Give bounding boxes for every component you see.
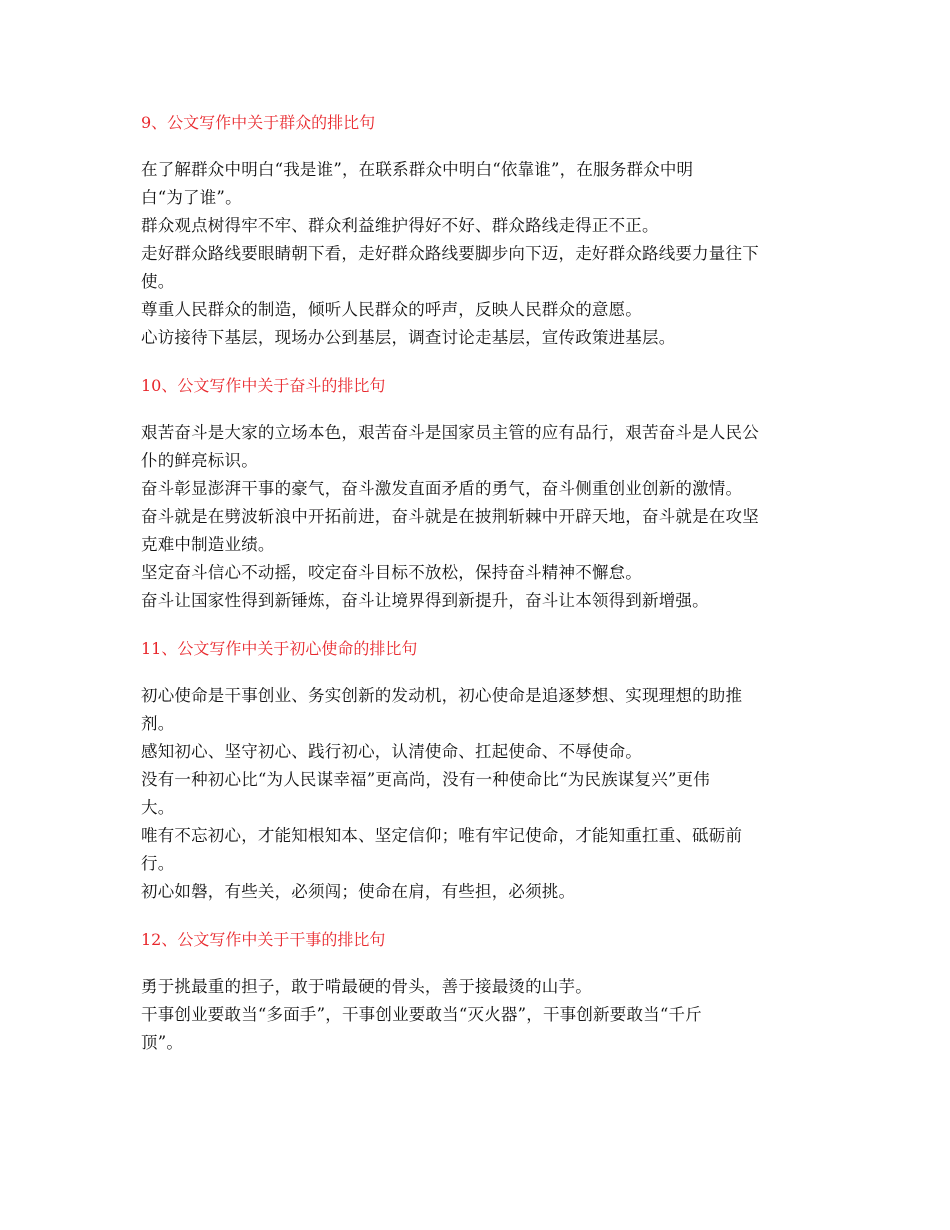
body-line: 在了解群众中明白“我是谁”，在联系群众中明白“依靠谁”，在服务群众中明 xyxy=(141,160,694,179)
body-line: 大。 xyxy=(141,798,175,817)
body-line: 干事创业要敢当“多面手”，干事创业要敢当“灭火器”，干事创新要敢当“千斤 xyxy=(141,1005,702,1024)
body-line: 没有一种初心比“为人民谋幸福”更高尚，没有一种使命比“为民族谋复兴”更伟 xyxy=(141,770,710,789)
body-line: 坚定奋斗信心不动摇，咬定奋斗目标不放松，保持奋斗精神不懈怠。 xyxy=(141,563,642,582)
section-body xyxy=(141,156,811,352)
body-line: 奋斗让国家性得到新锤炼，奋斗让境界得到新提升，奋斗让本领得到新增强。 xyxy=(141,591,709,610)
body-line: 仆的鲜亮标识。 xyxy=(141,451,258,470)
body-line: 心访接待下基层，现场办公到基层，调查讨论走基层，宣传政策进基层。 xyxy=(141,328,676,347)
body-line: 唯有不忘初心，才能知根知本、坚定信仰；唯有牢记使命，才能知重扛重、砥砺前 xyxy=(141,826,743,845)
body-line: 感知初心、坚守初心、践行初心，认清使命、扛起使命、不辱使命。 xyxy=(141,742,642,761)
body-line: 顶”。 xyxy=(141,1033,184,1052)
document-page xyxy=(141,110,811,1057)
body-line: 白“为了谁”。 xyxy=(141,188,242,207)
body-line: 使。 xyxy=(141,272,175,291)
body-line: 艰苦奋斗是大家的立场本色，艰苦奋斗是国家员主管的应有品行，艰苦奋斗是人民公 xyxy=(141,423,759,442)
section-struggle xyxy=(141,373,811,615)
section-masses xyxy=(141,110,811,352)
body-line: 克难中制造业绩。 xyxy=(141,535,275,554)
section-heading: 12、公文写作中关于干事的排比句 xyxy=(141,930,386,949)
section-body xyxy=(141,419,811,615)
section-body xyxy=(141,682,811,906)
section-mission xyxy=(141,636,811,906)
body-line: 初心如磐，有些关，必须闯；使命在肩，有些担，必须挑。 xyxy=(141,882,576,901)
body-line: 奋斗彰显澎湃干事的豪气，奋斗激发直面矛盾的勇气，奋斗侧重创业创新的激情。 xyxy=(141,479,743,498)
body-line: 剂。 xyxy=(141,714,175,733)
body-line: 行。 xyxy=(141,854,175,873)
section-heading: 9、公文写作中关于群众的排比句 xyxy=(141,113,376,132)
body-line: 勇于挑最重的担子，敢于啃最硬的骨头，善于接最烫的山芋。 xyxy=(141,977,592,996)
body-line: 群众观点树得牢不牢、群众利益维护得好不好、群众路线走得正不正。 xyxy=(141,216,659,235)
section-heading: 10、公文写作中关于奋斗的排比句 xyxy=(141,376,386,395)
body-line: 奋斗就是在劈波斩浪中开拓前进，奋斗就是在披荆斩棘中开辟天地，奋斗就是在攻坚 xyxy=(141,507,759,526)
body-line: 尊重人民群众的制造，倾听人民群众的呼声，反映人民群众的意愿。 xyxy=(141,300,642,319)
section-body xyxy=(141,973,811,1057)
section-work xyxy=(141,927,811,1057)
body-line: 走好群众路线要眼睛朝下看，走好群众路线要脚步向下迈，走好群众路线要力量往下 xyxy=(141,244,759,263)
section-heading: 11、公文写作中关于初心使命的排比句 xyxy=(141,639,418,658)
body-line: 初心使命是干事创业、务实创新的发动机，初心使命是追逐梦想、实现理想的助推 xyxy=(141,686,743,705)
